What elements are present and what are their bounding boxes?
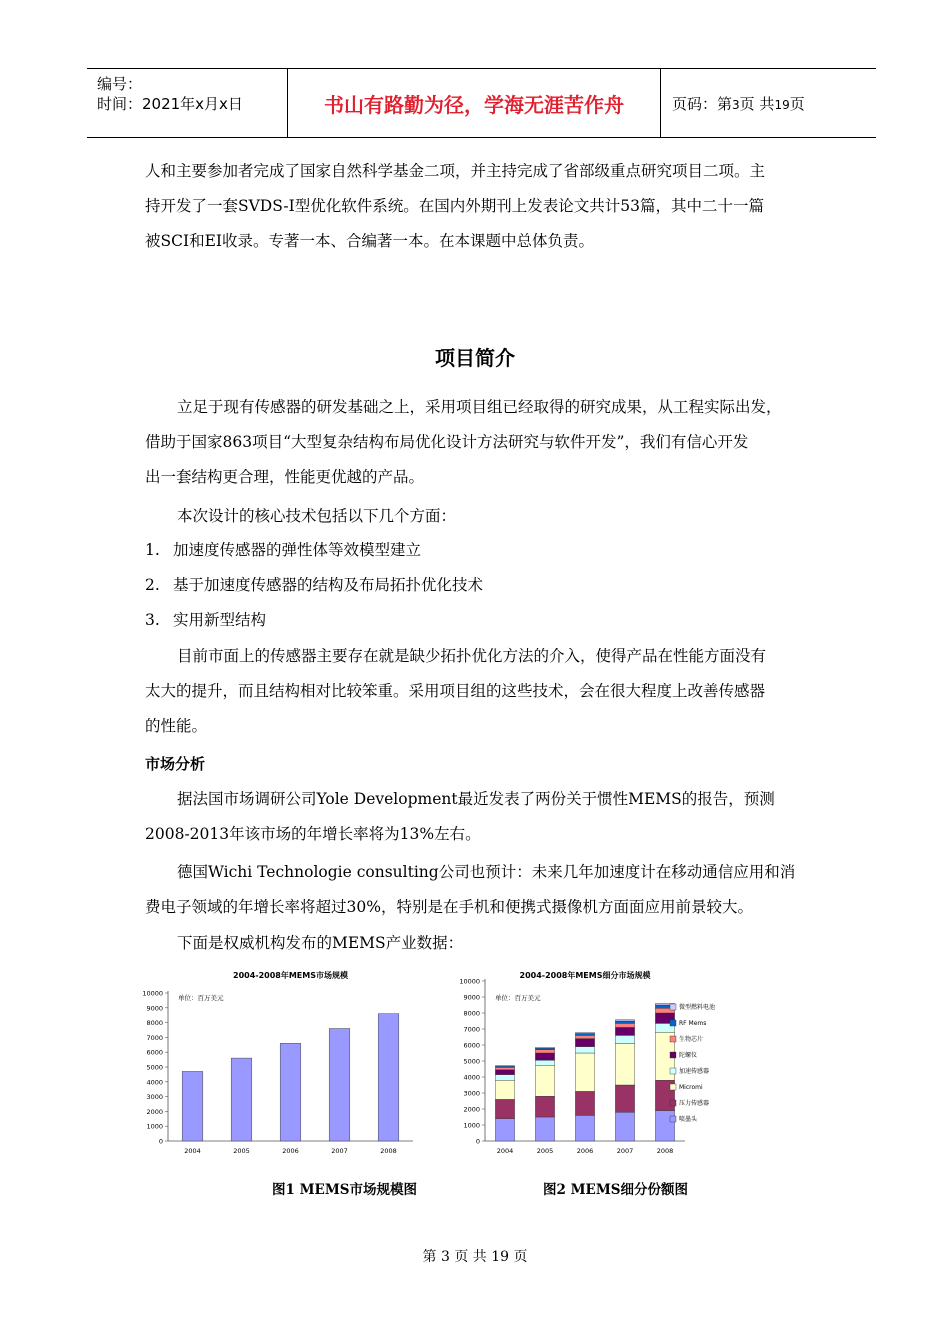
y-tick-label: 8000 xyxy=(463,1009,480,1018)
bar-segment xyxy=(535,1066,554,1096)
legend-label: 微型燃料电池 xyxy=(679,1004,716,1011)
bar-segment xyxy=(535,1050,554,1053)
y-tick-label: 2000 xyxy=(463,1105,480,1114)
bar-segment xyxy=(575,1039,594,1047)
bar-segment xyxy=(615,1021,634,1023)
bar-segment xyxy=(615,1020,634,1021)
y-tick-label: 1000 xyxy=(146,1122,163,1131)
chart-unit-label: 单位：百万美元 xyxy=(178,994,224,1002)
bar xyxy=(378,1014,399,1141)
legend-label: 陀螺仪 xyxy=(679,1052,698,1059)
legend-swatch xyxy=(670,1052,676,1058)
doc-code-label: 编号： xyxy=(97,75,143,93)
paragraph-2: 本次设计的核心技术包括以下几个方面： xyxy=(177,507,457,525)
bar-segment xyxy=(615,1085,634,1112)
legend-swatch xyxy=(670,1116,676,1122)
bar xyxy=(182,1071,203,1141)
bar-segment xyxy=(615,1043,634,1085)
bar xyxy=(231,1058,252,1141)
y-tick-label: 5000 xyxy=(146,1063,163,1072)
legend-label: RF Mems xyxy=(679,1020,707,1027)
legend-label: 生物芯片 xyxy=(679,1036,704,1043)
x-tick-label: 2006 xyxy=(282,1147,299,1155)
y-tick-label: 9000 xyxy=(146,1004,163,1013)
y-tick-label: 7000 xyxy=(146,1033,163,1042)
y-tick-label: 0 xyxy=(475,1137,480,1146)
list-item: 1. 加速度传感器的弹性体等效模型建立 xyxy=(145,541,422,559)
bar-segment xyxy=(615,1027,634,1035)
bar-segment xyxy=(495,1099,514,1118)
bar-segment xyxy=(615,1112,634,1141)
x-tick-label: 2005 xyxy=(536,1147,554,1155)
paragraph-4: 据法国市场调研公司Yole Development最近发表了两份关于惯性MEMS的报告，预测 2008-2013年该市场的年增长率将为13%左右。 xyxy=(145,790,775,843)
y-tick-label: 1000 xyxy=(463,1121,480,1130)
chart-title: 2004-2008年MEMS市场规模 xyxy=(233,971,348,980)
y-tick-label: 8000 xyxy=(146,1019,163,1028)
paragraph-6: 下面是权威机构发布的MEMS产业数据： xyxy=(177,934,464,952)
section-title: 项目简介 xyxy=(435,346,515,370)
y-tick-label: 5000 xyxy=(463,1057,480,1066)
bar xyxy=(329,1029,350,1141)
y-tick-label: 6000 xyxy=(146,1048,163,1057)
bar-segment xyxy=(535,1048,554,1050)
bar-segment xyxy=(495,1119,514,1141)
market-heading: 市场分析 xyxy=(145,755,206,773)
chart-unit-label: 单位：百万美元 xyxy=(495,994,541,1002)
legend-label: 压力传感器 xyxy=(679,1100,710,1107)
bar-segment xyxy=(575,1047,594,1053)
legend-swatch xyxy=(670,1100,676,1106)
x-tick-label: 2006 xyxy=(576,1147,594,1155)
bar-segment xyxy=(495,1080,514,1099)
paragraph-1: 立足于现有传感器的研发基础之上，采用项目组已经取得的研究成果，从工程实际出发， 借助于国家863项目“大型复杂结构布局优化设计方法研究与软件开发”，我们有信心开发 出一套结构更合理，性能更优越的产品。 xyxy=(145,398,782,486)
y-tick-label: 9000 xyxy=(463,993,480,1002)
list-item: 2. 基于加速度传感器的结构及布局拓扑优化技术 xyxy=(145,576,484,594)
y-tick-label: 10000 xyxy=(142,989,163,998)
bar-segment xyxy=(575,1033,594,1034)
bar-segment xyxy=(495,1075,514,1081)
y-tick-label: 2000 xyxy=(146,1107,163,1116)
header-meta-cell xyxy=(87,69,288,137)
bar-segment xyxy=(575,1053,594,1091)
chart-title: 2004-2008年MEMS细分市场规模 xyxy=(519,971,651,980)
bar-segment xyxy=(495,1070,514,1075)
y-tick-label: 0 xyxy=(158,1137,163,1146)
bar-segment xyxy=(535,1053,554,1060)
paragraph-3: 目前市面上的传感器主要存在就是缺少拓扑优化方法的介入，使得产品在性能方面没有 太大的提升，而且结构相对比较笨重。采用项目组的这些技术，会在很大程度上改善传感器 的性能。 xyxy=(145,647,767,735)
market-segment-chart xyxy=(455,966,735,1166)
legend-swatch xyxy=(670,1068,676,1074)
x-tick-label: 2004 xyxy=(496,1147,514,1155)
y-tick-label: 7000 xyxy=(463,1025,480,1034)
x-tick-label: 2007 xyxy=(616,1147,634,1155)
bar-segment xyxy=(575,1115,594,1141)
legend-label: 加速传感器 xyxy=(679,1068,710,1075)
bar-segment xyxy=(535,1047,554,1048)
y-tick-label: 4000 xyxy=(146,1078,163,1087)
x-tick-label: 2008 xyxy=(380,1147,397,1155)
header-motto: 书山有路勤为径，学海无涯苦作舟 xyxy=(288,69,661,137)
bar-segment xyxy=(655,1111,674,1141)
header-page-info: 页码：第3页 共19页 xyxy=(672,95,805,113)
list-item: 3. 实用新型结构 xyxy=(145,611,267,629)
bar-segment xyxy=(615,1035,634,1043)
x-tick-label: 2008 xyxy=(656,1147,674,1155)
y-tick-label: 4000 xyxy=(463,1073,480,1082)
x-tick-label: 2005 xyxy=(233,1147,250,1155)
bar-segment xyxy=(535,1117,554,1141)
x-tick-label: 2007 xyxy=(331,1147,348,1155)
paragraph-5: 德国Wichi Technologie consulting公司也预计：未来几年加速度计在移动通信应用和消 费电子领域的年增长率将超过30%，特别是在手机和便携式摄像机方面面应用前景较大。 xyxy=(145,863,796,916)
intro-paragraph: 人和主要参加者完成了国家自然科学基金二项，并主持完成了省部级重点研究项目二项。主 持开发了一套SVDS-I型优化软件系统。在国内外期刊上发表论文共计53篇，其中二十一篇 被SCI和EI收录。专著一本、合编著一本。在本课题中总体负责。 xyxy=(145,162,766,250)
y-tick-label: 3000 xyxy=(463,1089,480,1098)
market-size-chart xyxy=(140,966,420,1166)
bar-segment xyxy=(535,1096,554,1117)
doc-time-label: 时间：2021年x月x日 xyxy=(97,95,243,113)
bar xyxy=(280,1043,301,1141)
legend-swatch xyxy=(670,1004,676,1010)
page-header xyxy=(87,68,876,138)
figure-1-caption: 图1 MEMS市场规模图 xyxy=(272,1182,418,1198)
figure-2-caption: 图2 MEMS细分份额图 xyxy=(543,1182,689,1198)
x-tick-label: 2004 xyxy=(184,1147,201,1155)
y-tick-label: 10000 xyxy=(459,977,480,986)
y-tick-label: 6000 xyxy=(463,1041,480,1050)
legend-swatch xyxy=(670,1020,676,1026)
legend-swatch xyxy=(670,1036,676,1042)
bar-segment xyxy=(535,1060,554,1066)
bar-segment xyxy=(575,1091,594,1115)
page-footer: 第 3 页 共 19 页 xyxy=(422,1249,528,1265)
legend-swatch xyxy=(670,1084,676,1090)
y-tick-label: 3000 xyxy=(146,1093,163,1102)
legend-label: Micromi xyxy=(679,1084,703,1091)
bar-segment xyxy=(575,1035,594,1038)
bar-segment xyxy=(495,1067,514,1069)
bar-segment xyxy=(615,1023,634,1027)
bar-segment xyxy=(575,1033,594,1035)
legend-label: 喷墨头 xyxy=(679,1116,698,1123)
